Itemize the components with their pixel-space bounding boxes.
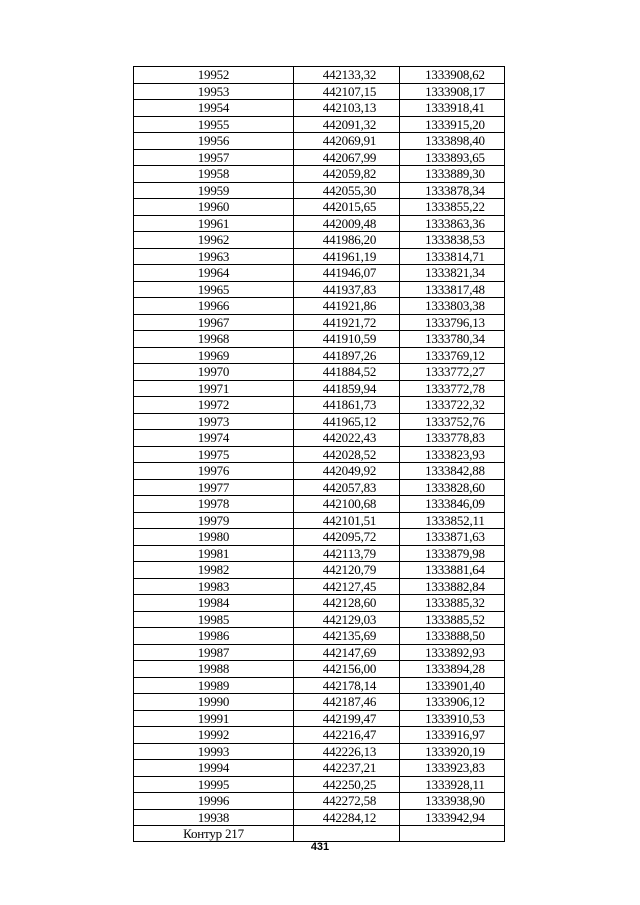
table-row [134,809,505,826]
y-coordinate-cell: 1333796,13 [400,314,505,331]
point-number-cell: 19981 [134,545,294,562]
x-coordinate-cell: 441961,19 [294,248,400,265]
y-coordinate-cell: 1333881,64 [400,562,505,579]
y-coordinate-cell: 1333920,19 [400,743,505,760]
x-coordinate-cell: 441859,94 [294,380,400,397]
y-coordinate-cell: 1333772,27 [400,364,505,381]
x-coordinate-cell: 442028,52 [294,446,400,463]
table-row [134,116,505,133]
y-coordinate-cell: 1333918,41 [400,100,505,117]
y-coordinate-cell: 1333871,63 [400,529,505,546]
table-row [134,611,505,628]
point-number-cell: 19991 [134,710,294,727]
x-coordinate-cell: 442107,15 [294,83,400,100]
point-number-cell: 19995 [134,776,294,793]
table-row [134,298,505,315]
y-coordinate-cell: 1333823,93 [400,446,505,463]
y-coordinate-cell: 1333780,34 [400,331,505,348]
table-row [134,595,505,612]
x-coordinate-cell: 442216,47 [294,727,400,744]
y-coordinate-cell: 1333901,40 [400,677,505,694]
x-coordinate-cell: 442133,32 [294,67,400,84]
x-coordinate-cell: 442049,92 [294,463,400,480]
x-coordinate-cell: 441986,20 [294,232,400,249]
y-coordinate-cell: 1333894,28 [400,661,505,678]
table-row [134,578,505,595]
table-row [134,265,505,282]
y-coordinate-cell: 1333878,34 [400,182,505,199]
contour-row [134,826,505,842]
x-coordinate-cell: 441937,83 [294,281,400,298]
y-coordinate-cell: 1333942,94 [400,809,505,826]
table-row [134,83,505,100]
table-row [134,314,505,331]
x-coordinate-cell: 442120,79 [294,562,400,579]
y-coordinate-cell: 1333889,30 [400,166,505,183]
table-row [134,397,505,414]
y-coordinate-cell: 1333898,40 [400,133,505,150]
y-coordinate-cell: 1333855,22 [400,199,505,216]
x-coordinate-cell: 441884,52 [294,364,400,381]
x-coordinate-cell: 442226,13 [294,743,400,760]
coordinates-table-body [134,67,505,826]
x-coordinate-cell: 442147,69 [294,644,400,661]
table-row [134,100,505,117]
x-coordinate-cell: 442272,58 [294,793,400,810]
x-coordinate-cell: 442103,13 [294,100,400,117]
y-coordinate-cell: 1333838,53 [400,232,505,249]
point-number-cell: 19985 [134,611,294,628]
table-row [134,743,505,760]
point-number-cell: 19980 [134,529,294,546]
y-coordinate-cell: 1333882,84 [400,578,505,595]
table-row [134,760,505,777]
point-number-cell: 19961 [134,215,294,232]
y-coordinate-cell: 1333915,20 [400,116,505,133]
y-coordinate-cell: 1333821,34 [400,265,505,282]
y-coordinate-cell: 1333778,83 [400,430,505,447]
table-row [134,232,505,249]
point-number-cell: 19978 [134,496,294,513]
x-coordinate-cell: 442095,72 [294,529,400,546]
table-row [134,727,505,744]
x-coordinate-cell: 442250,25 [294,776,400,793]
y-coordinate-cell: 1333828,60 [400,479,505,496]
table-row [134,67,505,84]
point-number-cell: 19993 [134,743,294,760]
x-coordinate-cell: 442022,43 [294,430,400,447]
point-number-cell: 19962 [134,232,294,249]
point-number-cell: 19982 [134,562,294,579]
point-number-cell: 19974 [134,430,294,447]
table-row [134,694,505,711]
table-row [134,347,505,364]
point-number-cell: 19956 [134,133,294,150]
y-coordinate-cell: 1333752,76 [400,413,505,430]
table-row [134,677,505,694]
x-coordinate-cell: 442113,79 [294,545,400,562]
table-row [134,149,505,166]
point-number-cell: 19976 [134,463,294,480]
y-coordinate-cell: 1333888,50 [400,628,505,645]
table-row [134,463,505,480]
x-coordinate-cell: 442129,03 [294,611,400,628]
point-number-cell: 19975 [134,446,294,463]
x-coordinate-cell: 441921,86 [294,298,400,315]
point-number-cell: 19972 [134,397,294,414]
point-number-cell: 19992 [134,727,294,744]
table-row [134,512,505,529]
point-number-cell: 19954 [134,100,294,117]
point-number-cell: 19959 [134,182,294,199]
table-row [134,545,505,562]
table-row [134,380,505,397]
x-coordinate-cell: 442101,51 [294,512,400,529]
table-row [134,529,505,546]
table-row [134,248,505,265]
point-number-cell: 19969 [134,347,294,364]
y-coordinate-cell: 1333814,71 [400,248,505,265]
contour-empty-cell-x [294,826,400,842]
table-row [134,446,505,463]
y-coordinate-cell: 1333892,93 [400,644,505,661]
y-coordinate-cell: 1333938,90 [400,793,505,810]
y-coordinate-cell: 1333817,48 [400,281,505,298]
table-row [134,496,505,513]
point-number-cell: 19994 [134,760,294,777]
y-coordinate-cell: 1333923,83 [400,760,505,777]
x-coordinate-cell: 442178,14 [294,677,400,694]
point-number-cell: 19968 [134,331,294,348]
table-row [134,166,505,183]
contour-label: Контур 217 [134,826,294,842]
table-row [134,562,505,579]
point-number-cell: 19989 [134,677,294,694]
point-number-cell: 19984 [134,595,294,612]
y-coordinate-cell: 1333885,32 [400,595,505,612]
point-number-cell: 19938 [134,809,294,826]
y-coordinate-cell: 1333803,38 [400,298,505,315]
x-coordinate-cell: 442156,00 [294,661,400,678]
point-number-cell: 19965 [134,281,294,298]
y-coordinate-cell: 1333846,09 [400,496,505,513]
x-coordinate-cell: 442057,83 [294,479,400,496]
table-row [134,215,505,232]
x-coordinate-cell: 442069,91 [294,133,400,150]
point-number-cell: 19973 [134,413,294,430]
table-row [134,628,505,645]
coordinates-table [133,66,505,842]
x-coordinate-cell: 441921,72 [294,314,400,331]
x-coordinate-cell: 442067,99 [294,149,400,166]
table-row [134,331,505,348]
y-coordinate-cell: 1333910,53 [400,710,505,727]
point-number-cell: 19967 [134,314,294,331]
y-coordinate-cell: 1333852,11 [400,512,505,529]
x-coordinate-cell: 442128,60 [294,595,400,612]
y-coordinate-cell: 1333928,11 [400,776,505,793]
table-row [134,199,505,216]
y-coordinate-cell: 1333879,98 [400,545,505,562]
y-coordinate-cell: 1333842,88 [400,463,505,480]
point-number-cell: 19990 [134,694,294,711]
table-row [134,281,505,298]
y-coordinate-cell: 1333916,97 [400,727,505,744]
point-number-cell: 19983 [134,578,294,595]
table-row [134,661,505,678]
point-number-cell: 19988 [134,661,294,678]
point-number-cell: 19952 [134,67,294,84]
x-coordinate-cell: 442059,82 [294,166,400,183]
x-coordinate-cell: 442009,48 [294,215,400,232]
point-number-cell: 19996 [134,793,294,810]
x-coordinate-cell: 441861,73 [294,397,400,414]
point-number-cell: 19971 [134,380,294,397]
point-number-cell: 19986 [134,628,294,645]
point-number-cell: 19979 [134,512,294,529]
point-number-cell: 19987 [134,644,294,661]
y-coordinate-cell: 1333885,52 [400,611,505,628]
x-coordinate-cell: 442237,21 [294,760,400,777]
table-row [134,413,505,430]
point-number-cell: 19953 [134,83,294,100]
x-coordinate-cell: 442091,32 [294,116,400,133]
point-number-cell: 19963 [134,248,294,265]
x-coordinate-cell: 441965,12 [294,413,400,430]
y-coordinate-cell: 1333863,36 [400,215,505,232]
x-coordinate-cell: 442055,30 [294,182,400,199]
x-coordinate-cell: 441897,26 [294,347,400,364]
x-coordinate-cell: 442187,46 [294,694,400,711]
table-row [134,133,505,150]
point-number-cell: 19970 [134,364,294,381]
table-row [134,479,505,496]
table-row [134,793,505,810]
x-coordinate-cell: 442127,45 [294,578,400,595]
x-coordinate-cell: 442015,65 [294,199,400,216]
page-number: 431 [310,841,330,853]
table-row [134,776,505,793]
table-row [134,430,505,447]
table-row [134,710,505,727]
point-number-cell: 19955 [134,116,294,133]
point-number-cell: 19964 [134,265,294,282]
point-number-cell: 19966 [134,298,294,315]
y-coordinate-cell: 1333908,17 [400,83,505,100]
point-number-cell: 19957 [134,149,294,166]
table-row [134,364,505,381]
contour-empty-cell-y [400,826,505,842]
table-row [134,644,505,661]
table-row [134,182,505,199]
y-coordinate-cell: 1333772,78 [400,380,505,397]
x-coordinate-cell: 442199,47 [294,710,400,727]
x-coordinate-cell: 441946,07 [294,265,400,282]
y-coordinate-cell: 1333769,12 [400,347,505,364]
y-coordinate-cell: 1333893,65 [400,149,505,166]
y-coordinate-cell: 1333722,32 [400,397,505,414]
point-number-cell: 19960 [134,199,294,216]
x-coordinate-cell: 442135,69 [294,628,400,645]
x-coordinate-cell: 441910,59 [294,331,400,348]
point-number-cell: 19977 [134,479,294,496]
point-number-cell: 19958 [134,166,294,183]
x-coordinate-cell: 442284,12 [294,809,400,826]
y-coordinate-cell: 1333906,12 [400,694,505,711]
x-coordinate-cell: 442100,68 [294,496,400,513]
y-coordinate-cell: 1333908,62 [400,67,505,84]
